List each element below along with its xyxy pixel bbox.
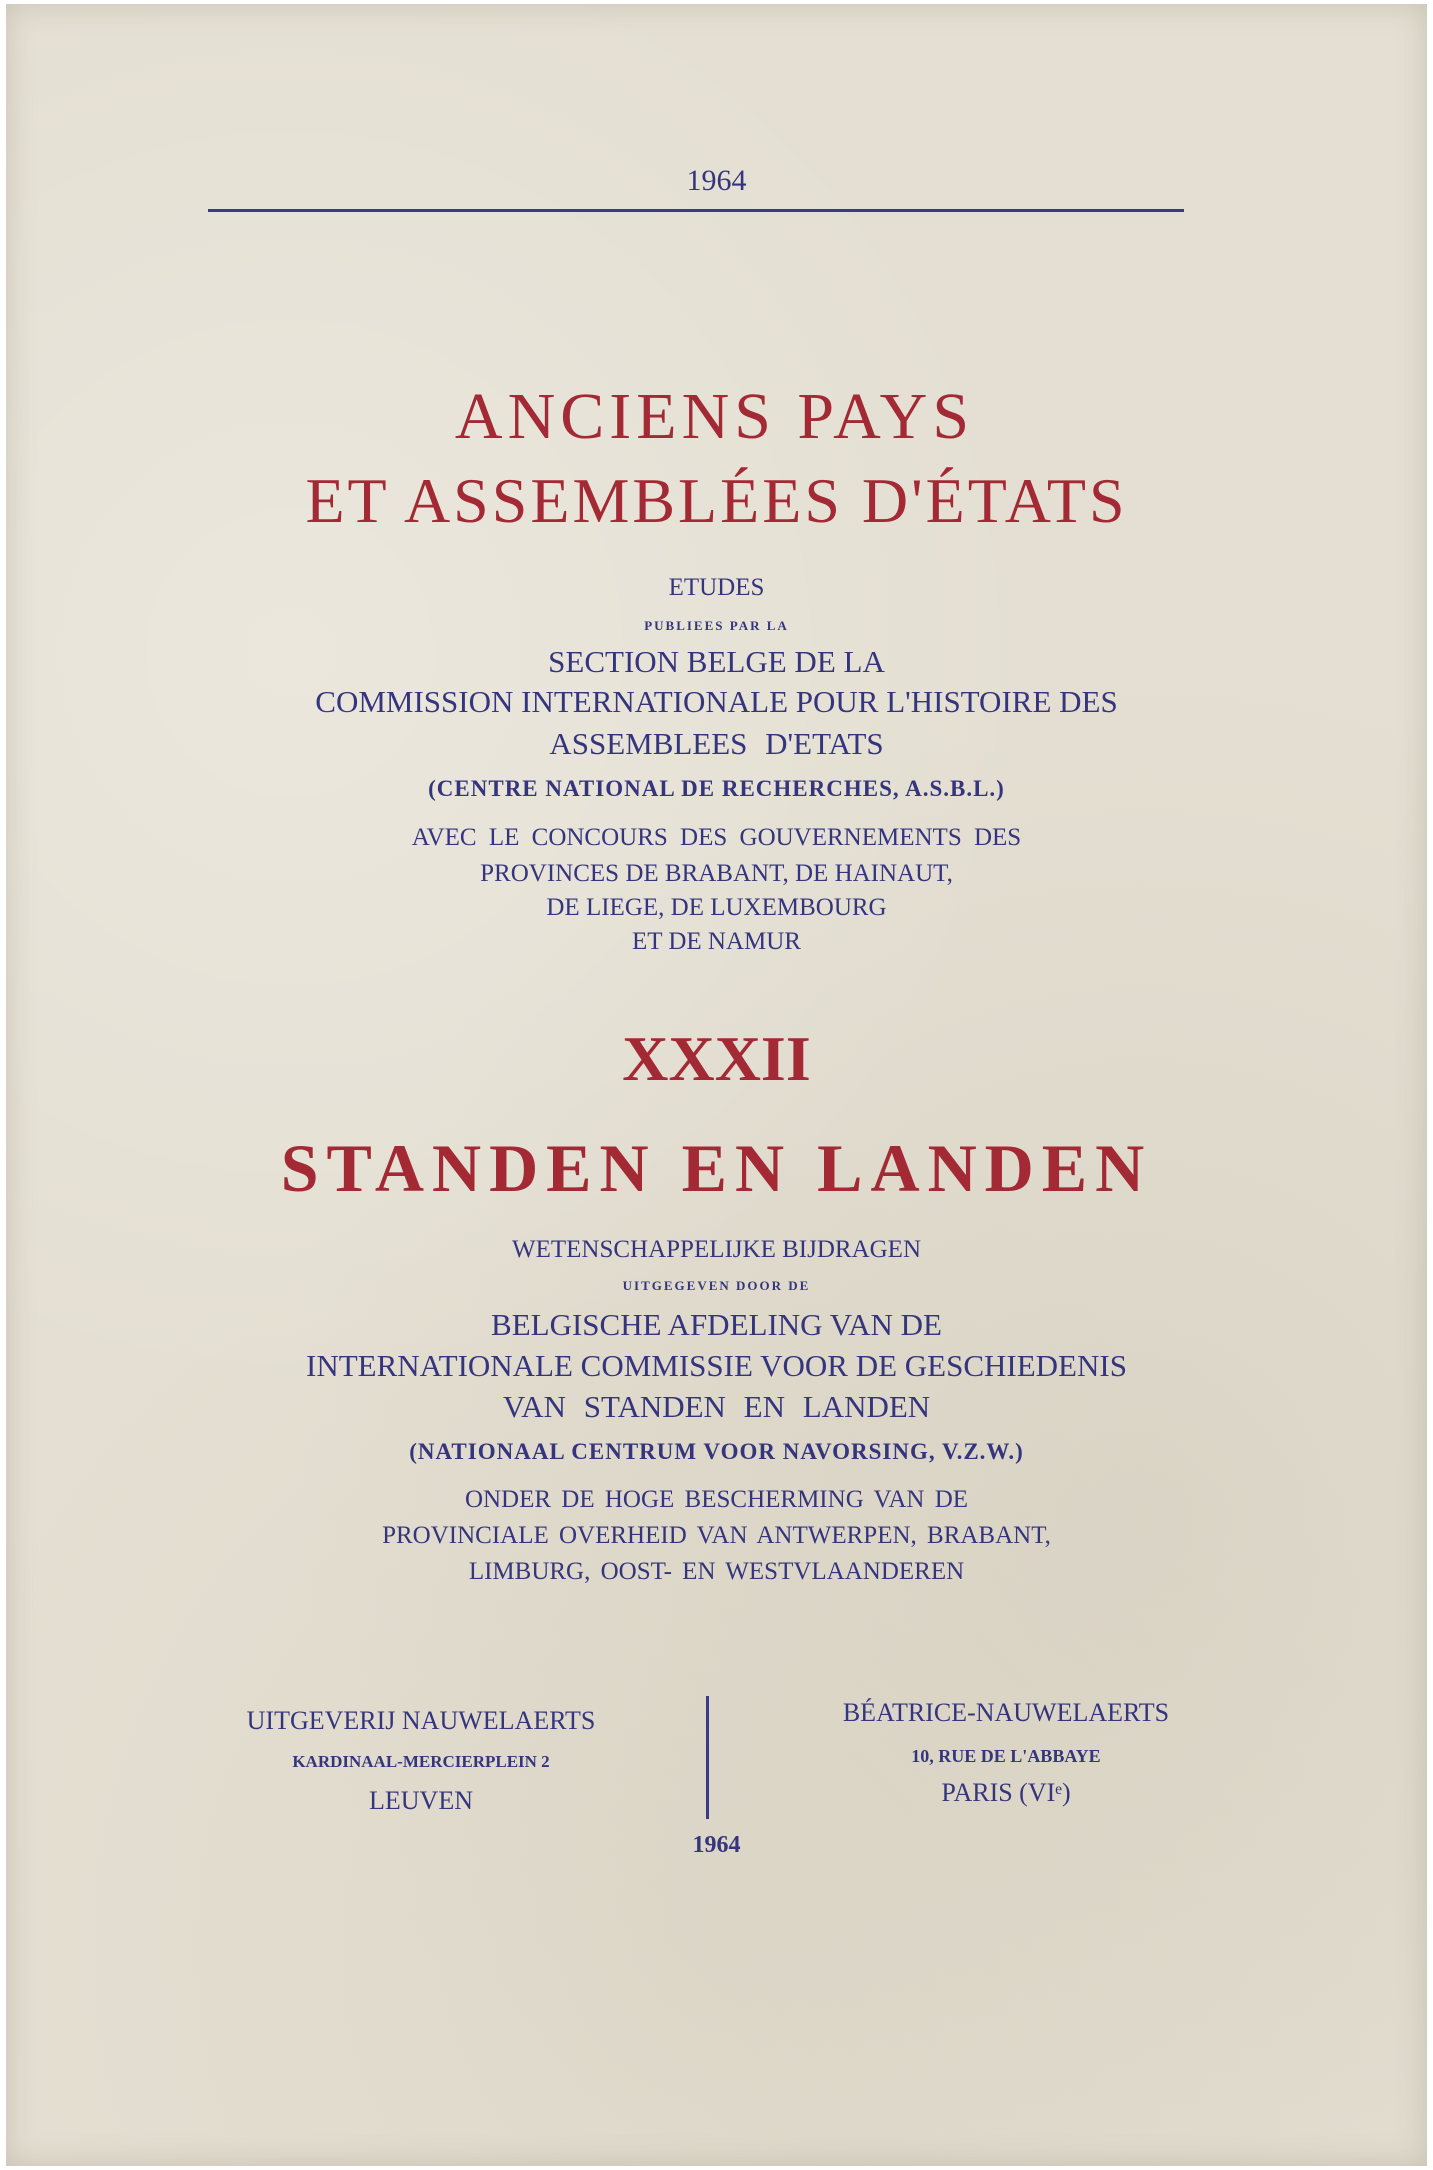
publisher-divider xyxy=(706,1696,709,1819)
dutch-centre: (NATIONAAL CENTRUM VOOR NAVORSING, V.Z.W.) xyxy=(409,1439,1024,1464)
french-title-line1: ANCIENS PAYS xyxy=(454,380,975,453)
publisher-left-address: KARDINAAL-MERCIERPLEIN 2 xyxy=(292,1752,550,1771)
french-section-line3: ASSEMBLEES D'ETATS xyxy=(549,726,884,761)
french-title-line2: ET ASSEMBLÉES D'ÉTATS xyxy=(305,465,1128,536)
publisher-right-city: PARIS (VIᵉ) xyxy=(941,1778,1071,1807)
header-year: 1964 xyxy=(686,164,747,197)
french-centre: (CENTRE NATIONAL DE RECHERCHES, A.S.B.L.) xyxy=(428,776,1005,801)
book-cover xyxy=(6,4,1427,2166)
publisher-left-city: LEUVEN xyxy=(369,1786,473,1815)
dutch-support-line2: PROVINCIALE OVERHEID VAN ANTWERPEN, BRABANT, xyxy=(382,1522,1051,1549)
publisher-right-address: 10, RUE DE L'ABBAYE xyxy=(911,1746,1101,1766)
french-support-line2: PROVINCES DE BRABANT, DE HAINAUT, xyxy=(480,860,953,887)
dutch-support-line1: ONDER DE HOGE BESCHERMING VAN DE xyxy=(464,1486,969,1513)
dutch-section-line1: BELGISCHE AFDELING VAN DE xyxy=(491,1307,942,1342)
french-support-line4: ET DE NAMUR xyxy=(632,928,801,955)
dutch-contributions: WETENSCHAPPELIJKE BIJDRAGEN xyxy=(511,1236,922,1263)
french-section-line2: COMMISSION INTERNATIONALE POUR L'HISTOIRE DES xyxy=(315,684,1118,719)
french-published-by: PUBLIEES PAR LA xyxy=(644,618,789,633)
dutch-section-line3: VAN STANDEN EN LANDEN xyxy=(502,1389,931,1424)
volume-number: XXXII xyxy=(622,1023,811,1094)
dutch-section-line2: INTERNATIONALE COMMISSIE VOOR DE GESCHIEDENIS xyxy=(306,1348,1127,1383)
publisher-right-name: BÉATRICE-NAUWELAERTS xyxy=(842,1698,1170,1727)
french-studies: ETUDES xyxy=(668,574,765,601)
french-support-line3: DE LIEGE, DE LUXEMBOURG xyxy=(546,894,887,921)
footer-year: 1964 xyxy=(692,1832,741,1858)
french-section-line1: SECTION BELGE DE LA xyxy=(548,644,885,679)
dutch-support-line3: LIMBURG, OOST- EN WESTVLAANDEREN xyxy=(468,1558,965,1585)
dutch-title: STANDEN EN LANDEN xyxy=(280,1130,1153,1206)
publisher-left-name: UITGEVERIJ NAUWELAERTS xyxy=(246,1706,596,1735)
dutch-published-by: UITGEGEVEN DOOR DE xyxy=(622,1278,811,1293)
header-rule xyxy=(208,209,1184,212)
french-support-line1: AVEC LE CONCOURS DES GOUVERNEMENTS DES xyxy=(411,824,1022,851)
